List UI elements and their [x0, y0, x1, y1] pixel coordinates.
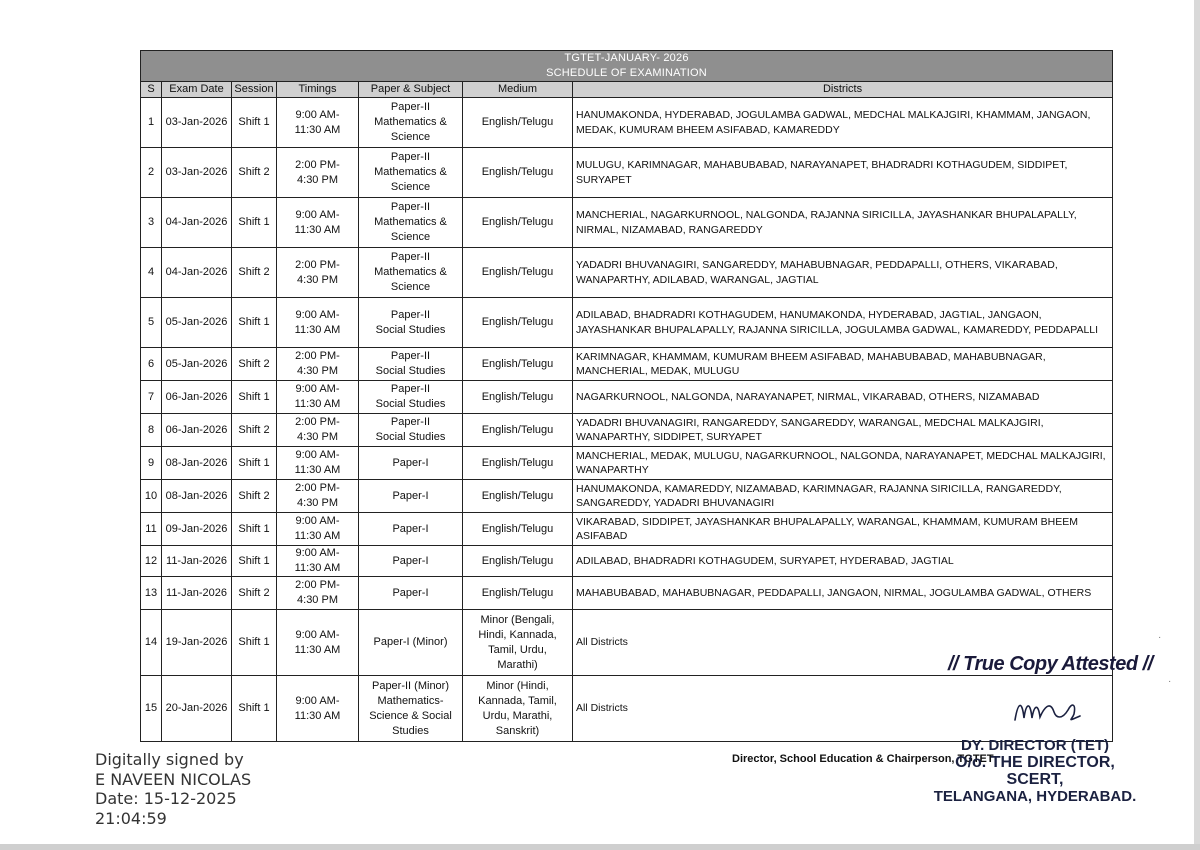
official-stamp: [925, 737, 1145, 805]
table-row: [141, 447, 1113, 480]
row-paper-subject: [359, 676, 463, 742]
row-timings: [277, 148, 359, 198]
timing-line: 9:00 AM-: [295, 628, 340, 641]
paper-line: Science & Social: [369, 709, 452, 722]
row-timings: [277, 298, 359, 348]
row-medium: [463, 381, 573, 414]
paper-line: Paper-I: [392, 586, 429, 599]
row-timings: [277, 577, 359, 610]
medium-line: English/Telugu: [481, 423, 554, 436]
schedule-table: [140, 50, 1113, 742]
row-medium: [463, 198, 573, 248]
row-timings: [277, 198, 359, 248]
medium-line: Hindi, Kannada,: [478, 628, 557, 641]
stamp-designation: DY. DIRECTOR (TET): [960, 737, 1110, 754]
row-paper-subject: [359, 577, 463, 610]
row-exam-date: 11-Jan-2026: [162, 577, 232, 610]
medium-line: English/Telugu: [481, 390, 554, 403]
timing-line: 4:30 PM: [297, 365, 338, 377]
timing-line: 9:00 AM-: [295, 694, 340, 707]
timing-line: 4:30 PM: [297, 431, 338, 443]
row-districts: ADILABAD, BHADRADRI KOTHAGUDEM, SURYAPET, HYDERABAD, JAGTIAL: [573, 546, 1113, 577]
timing-line: 11:30 AM: [294, 398, 341, 410]
row-districts: VIKARABAD, SIDDIPET, JAYASHANKAR BHUPALAPALLY, WARANGAL, KHAMMAM, KUMURAM BHEEM ASIFABAD: [573, 513, 1113, 546]
timing-line: 11:30 AM: [294, 709, 341, 722]
table-row: [141, 348, 1113, 381]
col-header-districts: Districts: [573, 82, 1113, 98]
row-paper-subject: [359, 610, 463, 676]
medium-line: English/Telugu: [481, 116, 554, 128]
medium-line: English/Telugu: [481, 489, 554, 502]
table-row: [141, 298, 1113, 348]
signature-time: 21:04:59: [95, 808, 167, 828]
signature-date: Date: 15-12-2025: [95, 789, 237, 808]
medium-line: Marathi): [497, 658, 538, 671]
row-medium: [463, 676, 573, 742]
row-session: Shift 1: [232, 381, 277, 414]
paper-line: Science: [390, 231, 431, 243]
signer-name: E NAVEEN NICOLAS: [95, 769, 252, 789]
timing-line: 11:30 AM: [294, 223, 341, 236]
row-districts: MAHABUBABAD, MAHABUBNAGAR, PEDDAPALLI, JANGAON, NIRMAL, JOGULAMBA GADWAL, OTHERS: [573, 577, 1113, 610]
table-row: [141, 248, 1113, 298]
row-serial-number: 7: [141, 381, 162, 414]
medium-line: Minor (Hindi,: [486, 679, 549, 692]
paper-line: Mathematics &: [374, 166, 447, 178]
timing-line: 4:30 PM: [297, 497, 338, 509]
timing-line: 11:30 AM: [294, 530, 341, 542]
table-row: [141, 381, 1113, 414]
timing-line: 11:30 AM: [294, 123, 341, 136]
paper-line: Paper-II: [390, 101, 431, 113]
col-header-sno: S: [141, 82, 162, 98]
paper-line: Paper-II: [390, 308, 431, 321]
row-timings: [277, 447, 359, 480]
row-districts: ADILABAD, BHADRADRI KOTHAGUDEM, HANUMAKONDA, HYDERABAD, JAGTIAL, JANGAON, JAYASHANKAR BHUPALAPALLY, RAJANNA SIRICILLA, JOGULAMBA GADWAL, KAMAREDDY, PEDDAPALLI: [573, 298, 1113, 348]
row-serial-number: 5: [141, 298, 162, 348]
row-serial-number: 1: [141, 98, 162, 148]
medium-line: English/Telugu: [481, 456, 554, 469]
col-header-paper-subject: Paper & Subject: [359, 82, 463, 98]
row-session: Shift 1: [232, 198, 277, 248]
row-districts: YADADRI BHUVANAGIRI, RANGAREDDY, SANGAREDDY, WARANGAL, MEDCHAL MALKAJGIRI, WANAPARTHY, SIDDIPET, SURYAPET: [573, 414, 1113, 447]
medium-line: English/Telugu: [481, 166, 554, 178]
signature-line: Digitally signed by: [95, 750, 244, 769]
row-session: Shift 2: [232, 248, 277, 298]
row-paper-subject: [359, 447, 463, 480]
row-paper-subject: [359, 98, 463, 148]
scan-speck: ·: [1158, 632, 1162, 643]
row-medium: [463, 148, 573, 198]
row-medium: [463, 298, 573, 348]
row-timings: [277, 414, 359, 447]
row-paper-subject: [359, 546, 463, 577]
row-timings: [277, 248, 359, 298]
medium-line: English/Telugu: [481, 266, 554, 278]
paper-line: Mathematics-: [377, 694, 444, 707]
page-edge: [1194, 0, 1200, 850]
medium-line: English/Telugu: [481, 357, 554, 370]
row-exam-date: 04-Jan-2026: [162, 198, 232, 248]
row-exam-date: 03-Jan-2026: [162, 148, 232, 198]
medium-line: Tamil, Urdu,: [488, 643, 547, 656]
row-session: Shift 1: [232, 98, 277, 148]
row-session: Shift 1: [232, 298, 277, 348]
stamp-location: TELANGANA, HYDERABAD.: [933, 788, 1137, 805]
row-paper-subject: [359, 248, 463, 298]
table-row: [141, 414, 1113, 447]
row-session: Shift 1: [232, 546, 277, 577]
table-row: [141, 480, 1113, 513]
row-timings: [277, 610, 359, 676]
row-session: Shift 2: [232, 348, 277, 381]
row-paper-subject: [359, 298, 463, 348]
medium-line: Minor (Bengali,: [480, 613, 555, 626]
row-session: Shift 2: [232, 414, 277, 447]
row-serial-number: 11: [141, 513, 162, 546]
row-serial-number: 12: [141, 546, 162, 577]
paper-line: Studies: [392, 724, 429, 737]
row-districts: All Districts: [573, 610, 1113, 676]
timing-line: 11:30 AM: [294, 562, 341, 574]
paper-line: Paper-II: [390, 151, 431, 163]
row-session: Shift 2: [232, 148, 277, 198]
paper-line: Social Studies: [375, 365, 446, 377]
timing-line: 2:00 PM-: [295, 350, 340, 362]
row-exam-date: 09-Jan-2026: [162, 513, 232, 546]
paper-line: Paper-II: [390, 416, 431, 428]
timing-line: 9:00 AM-: [295, 308, 340, 321]
paper-line: Paper-II (Minor): [371, 679, 450, 692]
row-paper-subject: [359, 414, 463, 447]
paper-line: Mathematics &: [374, 266, 447, 278]
paper-line: Social Studies: [375, 431, 446, 443]
timing-line: 11:30 AM: [294, 643, 341, 656]
row-serial-number: 9: [141, 447, 162, 480]
row-timings: [277, 348, 359, 381]
table-row: [141, 98, 1113, 148]
row-medium: [463, 348, 573, 381]
row-session: Shift 2: [232, 480, 277, 513]
col-header-medium: Medium: [463, 82, 573, 98]
paper-line: Paper-II: [390, 251, 431, 263]
row-serial-number: 15: [141, 676, 162, 742]
row-session: Shift 1: [232, 513, 277, 546]
row-timings: [277, 98, 359, 148]
medium-line: Urdu, Marathi,: [482, 709, 553, 722]
paper-line: Science: [390, 181, 431, 193]
row-districts: YADADRI BHUVANAGIRI, SANGAREDDY, MAHABUBNAGAR, PEDDAPALLI, OTHERS, VIKARABAD, WANAPARTHY, ADILABAD, WARANGAL, JAGTIAL: [573, 248, 1113, 298]
row-serial-number: 14: [141, 610, 162, 676]
row-districts: MULUGU, KARIMNAGAR, MAHABUBABAD, NARAYANAPET, BHADRADRI KOTHAGUDEM, SIDDIPET, SURYAPET: [573, 148, 1113, 198]
row-timings: [277, 480, 359, 513]
timing-line: 2:00 PM-: [295, 579, 340, 591]
row-exam-date: 05-Jan-2026: [162, 348, 232, 381]
row-exam-date: 08-Jan-2026: [162, 447, 232, 480]
table-title-cell: [141, 51, 1113, 82]
timing-line: 4:30 PM: [297, 594, 338, 606]
paper-line: Social Studies: [375, 398, 446, 410]
paper-line: Science: [390, 281, 431, 293]
stamp-office: O/o. THE DIRECTOR, SCERT,: [955, 754, 1115, 788]
row-exam-date: 03-Jan-2026: [162, 98, 232, 148]
timing-line: 9:00 AM-: [295, 515, 340, 527]
timing-line: 2:00 PM-: [295, 158, 340, 171]
row-paper-subject: [359, 381, 463, 414]
table-row: [141, 198, 1113, 248]
row-timings: [277, 546, 359, 577]
row-timings: [277, 381, 359, 414]
timing-line: 9:00 AM-: [295, 383, 340, 395]
row-medium: [463, 577, 573, 610]
row-exam-date: 20-Jan-2026: [162, 676, 232, 742]
timing-line: 2:00 PM-: [295, 482, 340, 494]
paper-line: Social Studies: [375, 323, 446, 336]
row-districts: MANCHERIAL, MEDAK, MULUGU, NAGARKURNOOL, NALGONDA, NARAYANAPET, MEDCHAL MALKAJGIRI, WANAPARTHY: [573, 447, 1113, 480]
paper-line: Paper-II: [390, 383, 431, 395]
row-serial-number: 4: [141, 248, 162, 298]
timing-line: 4:30 PM: [297, 273, 338, 286]
timing-line: 11:30 AM: [294, 464, 341, 476]
table-row: [141, 676, 1113, 742]
row-districts: All Districts: [573, 676, 1113, 742]
row-paper-subject: [359, 348, 463, 381]
row-serial-number: 13: [141, 577, 162, 610]
table-row: [141, 513, 1113, 546]
col-header-session: Session: [232, 82, 277, 98]
row-medium: [463, 414, 573, 447]
row-paper-subject: [359, 198, 463, 248]
digital-signature: [95, 750, 251, 828]
row-serial-number: 6: [141, 348, 162, 381]
row-districts: KARIMNAGAR, KHAMMAM, KUMURAM BHEEM ASIFABAD, MAHABUBABAD, MAHABUBNAGAR, MANCHERIAL, MEDAK, MULUGU: [573, 348, 1113, 381]
row-session: Shift 2: [232, 577, 277, 610]
paper-line: Mathematics &: [374, 116, 447, 128]
row-districts: NAGARKURNOOL, NALGONDA, NARAYANAPET, NIRMAL, VIKARABAD, OTHERS, NIZAMABAD: [573, 381, 1113, 414]
row-exam-date: 08-Jan-2026: [162, 480, 232, 513]
exam-title: TGTET-JANUARY- 2026: [564, 52, 689, 64]
row-serial-number: 3: [141, 198, 162, 248]
table-row: [141, 148, 1113, 198]
paper-line: Paper-I: [392, 489, 429, 502]
row-session: Shift 1: [232, 610, 277, 676]
medium-line: Sanskrit): [495, 724, 540, 737]
table-row: [141, 577, 1113, 610]
row-districts: HANUMAKONDA, KAMAREDDY, NIZAMABAD, KARIMNAGAR, RAJANNA SIRICILLA, RANGAREDDY, SANGAREDDY, YADADRI BHUVANAGIRI: [573, 480, 1113, 513]
true-copy-attested-stamp: // True Copy Attested //: [948, 653, 1153, 675]
paper-line: Paper-I: [392, 522, 429, 535]
col-header-timings: Timings: [277, 82, 359, 98]
paper-line: Paper-II: [390, 350, 431, 362]
row-paper-subject: [359, 148, 463, 198]
row-session: Shift 1: [232, 676, 277, 742]
row-exam-date: 19-Jan-2026: [162, 610, 232, 676]
paper-line: Mathematics &: [374, 216, 447, 228]
timing-line: 2:00 PM-: [295, 258, 340, 271]
row-exam-date: 06-Jan-2026: [162, 414, 232, 447]
row-exam-date: 06-Jan-2026: [162, 381, 232, 414]
timing-line: 11:30 AM: [294, 323, 341, 336]
medium-line: English/Telugu: [481, 522, 554, 535]
row-medium: [463, 480, 573, 513]
medium-line: Kannada, Tamil,: [478, 694, 557, 707]
row-serial-number: 2: [141, 148, 162, 198]
paper-line: Paper-I (Minor): [373, 636, 448, 648]
timing-line: 9:00 AM-: [295, 208, 340, 221]
row-exam-date: 04-Jan-2026: [162, 248, 232, 298]
row-timings: [277, 676, 359, 742]
row-timings: [277, 513, 359, 546]
page-edge-bottom: [0, 844, 1200, 850]
row-paper-subject: [359, 513, 463, 546]
scan-speck: ·: [1168, 676, 1172, 687]
paper-line: Science: [390, 131, 431, 143]
row-districts: MANCHERIAL, NAGARKURNOOL, NALGONDA, RAJANNA SIRICILLA, JAYASHANKAR BHUPALAPALLY, NIRMAL, NIZAMABAD, RANGAREDDY: [573, 198, 1113, 248]
medium-line: English/Telugu: [481, 586, 554, 599]
row-districts: HANUMAKONDA, HYDERABAD, JOGULAMBA GADWAL, MEDCHAL MALKAJGIRI, KHAMMAM, JANGAON, MEDAK, KUMURAM BHEEM ASIFABAD, KAMAREDDY: [573, 98, 1113, 148]
medium-line: English/Telugu: [481, 316, 554, 328]
paper-line: Paper-I: [392, 554, 429, 567]
col-header-exam-date: Exam Date: [162, 82, 232, 98]
paper-line: Paper-II: [390, 201, 431, 213]
timing-line: 9:00 AM-: [295, 108, 340, 121]
row-medium: [463, 513, 573, 546]
row-session: Shift 1: [232, 447, 277, 480]
row-serial-number: 8: [141, 414, 162, 447]
table-row: [141, 546, 1113, 577]
medium-line: English/Telugu: [481, 216, 554, 228]
row-medium: [463, 546, 573, 577]
row-medium: [463, 447, 573, 480]
medium-line: English/Telugu: [481, 554, 554, 567]
director-designation: Director, School Education & Chairperson, TGTET: [732, 753, 994, 765]
timing-line: 9:00 AM-: [295, 547, 340, 559]
row-serial-number: 10: [141, 480, 162, 513]
paper-line: Paper-I: [392, 456, 429, 469]
row-medium: [463, 610, 573, 676]
row-medium: [463, 98, 573, 148]
row-paper-subject: [359, 480, 463, 513]
timing-line: 9:00 AM-: [295, 449, 340, 461]
schedule-subtitle: SCHEDULE OF EXAMINATION: [546, 67, 707, 79]
timing-line: 4:30 PM: [297, 173, 338, 186]
timing-line: 2:00 PM-: [295, 416, 340, 428]
row-exam-date: 11-Jan-2026: [162, 546, 232, 577]
handwritten-signature: [1010, 690, 1090, 730]
row-medium: [463, 248, 573, 298]
row-exam-date: 05-Jan-2026: [162, 298, 232, 348]
